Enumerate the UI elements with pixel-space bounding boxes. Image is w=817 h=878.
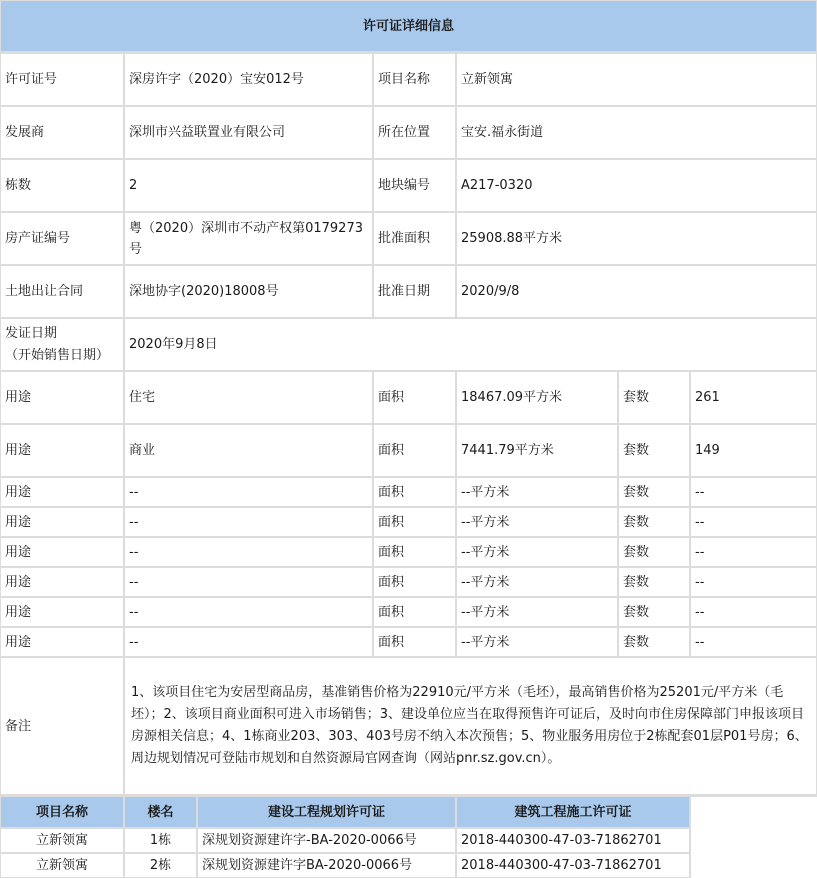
- label-approval-date: 批准日期: [374, 266, 455, 317]
- label-issue-date-line1: 发证日期: [5, 325, 58, 341]
- units-value: --: [691, 478, 816, 506]
- area-value: --平方米: [457, 598, 617, 626]
- area-value: 18467.09平方米: [457, 372, 617, 423]
- use-label: 用途: [1, 508, 123, 536]
- use-label: 用途: [1, 478, 123, 506]
- bt-header-planning-permit: 建设工程规划许可证: [198, 797, 455, 827]
- area-value: 7441.79平方米: [457, 425, 617, 476]
- use-label: 用途: [1, 598, 123, 626]
- units-value: 149: [691, 425, 816, 476]
- use-value: --: [125, 508, 372, 536]
- label-property-cert: 房产证编号: [1, 213, 123, 264]
- bt-row2-building: 2栋: [125, 854, 196, 877]
- area-label: 面积: [374, 538, 455, 566]
- units-label: 套数: [619, 628, 689, 656]
- units-label: 套数: [619, 598, 689, 626]
- area-label: 面积: [374, 478, 455, 506]
- bt-row2-planning-permit: 深规划资源建许字BA-2020-0066号: [198, 854, 455, 877]
- value-location: 宝安.福永街道: [457, 107, 816, 158]
- units-value: --: [691, 538, 816, 566]
- area-label: 面积: [374, 372, 455, 423]
- use-value: --: [125, 478, 372, 506]
- bt-row2-construction-permit: 2018-440300-47-03-71862701: [457, 854, 689, 877]
- area-value: --平方米: [457, 628, 617, 656]
- use-value: 商业: [125, 425, 372, 476]
- value-issue-date: 2020年9月8日: [125, 319, 816, 370]
- bt-header-construction-permit: 建筑工程施工许可证: [457, 797, 689, 827]
- value-property-cert: 粤（2020）深圳市不动产权第0179273号: [125, 213, 372, 264]
- units-label: 套数: [619, 478, 689, 506]
- area-value: --平方米: [457, 508, 617, 536]
- value-buildings: 2: [125, 160, 372, 211]
- area-label: 面积: [374, 598, 455, 626]
- use-value: 住宅: [125, 372, 372, 423]
- value-permit-no: 深房许字（2020）宝安012号: [125, 54, 372, 105]
- units-value: --: [691, 568, 816, 596]
- label-approved-area: 批准面积: [374, 213, 455, 264]
- label-buildings: 栋数: [1, 160, 123, 211]
- value-developer: 深圳市兴益联置业有限公司: [125, 107, 372, 158]
- use-label: 用途: [1, 372, 123, 423]
- units-label: 套数: [619, 568, 689, 596]
- label-issue-date: [1, 319, 123, 370]
- bt-row2-project: 立新领寓: [1, 854, 123, 877]
- bt-header-project: 项目名称: [1, 797, 123, 827]
- value-project-name: 立新领寓: [457, 54, 816, 105]
- use-label: 用途: [1, 425, 123, 476]
- use-value: --: [125, 568, 372, 596]
- bt-row1-project: 立新领寓: [1, 829, 123, 852]
- bt-row1-construction-permit: 2018-440300-47-03-71862701: [457, 829, 689, 852]
- bt-header-empty: [691, 797, 817, 878]
- use-value: --: [125, 538, 372, 566]
- units-value: --: [691, 508, 816, 536]
- use-label: 用途: [1, 568, 123, 596]
- value-plot-no: A217-0320: [457, 160, 816, 211]
- area-value: --平方米: [457, 538, 617, 566]
- bt-row1-building: 1栋: [125, 829, 196, 852]
- bt-header-building: 楼名: [125, 797, 196, 827]
- area-label: 面积: [374, 425, 455, 476]
- value-approval-date: 2020/9/8: [457, 266, 816, 317]
- use-label: 用途: [1, 628, 123, 656]
- label-plot-no: 地块编号: [374, 160, 455, 211]
- units-label: 套数: [619, 508, 689, 536]
- remarks-text-body: 1、该项目住宅为安居型商品房，基准销售价格为22910元/平方米（毛坯），最高销售价格为25201元/平方米（毛坯）；2、该项目商业面积可进入市场销售；3、建设单位应当在取得预售许可证后，及时向市住房保障部门申报该项目房源相关信息；4、1栋商业203、303、403号房不纳入本次预售；5、物业服务用房位于2栋配套01层P01号房；6、周边规划情况可登陆市规划和自然资源局官网查询（网站pnr.sz.gov.cn）。: [131, 685, 808, 766]
- value-approved-area: 25908.88平方米: [457, 213, 816, 264]
- area-label: 面积: [374, 508, 455, 536]
- bt-row1-planning-permit: 深规划资源建许字-BA-2020-0066号: [198, 829, 455, 852]
- remarks-text: [125, 658, 816, 794]
- units-value: 261: [691, 372, 816, 423]
- table-title: 许可证详细信息: [1, 1, 816, 51]
- area-label: 面积: [374, 628, 455, 656]
- label-location: 所在位置: [374, 107, 455, 158]
- use-label: 用途: [1, 538, 123, 566]
- label-project-name: 项目名称: [374, 54, 455, 105]
- units-value: --: [691, 598, 816, 626]
- use-value: --: [125, 628, 372, 656]
- remarks-label: 备注: [1, 658, 123, 794]
- label-land-contract: 土地出让合同: [1, 266, 123, 317]
- units-label: 套数: [619, 538, 689, 566]
- area-label: 面积: [374, 568, 455, 596]
- label-developer: 发展商: [1, 107, 123, 158]
- label-issue-date-line2: （开始销售日期）: [5, 347, 110, 363]
- units-value: --: [691, 628, 816, 656]
- value-land-contract: 深地协字(2020)18008号: [125, 266, 372, 317]
- use-value: --: [125, 598, 372, 626]
- units-label: 套数: [619, 425, 689, 476]
- area-value: --平方米: [457, 478, 617, 506]
- label-permit-no: 许可证号: [1, 54, 123, 105]
- area-value: --平方米: [457, 568, 617, 596]
- units-label: 套数: [619, 372, 689, 423]
